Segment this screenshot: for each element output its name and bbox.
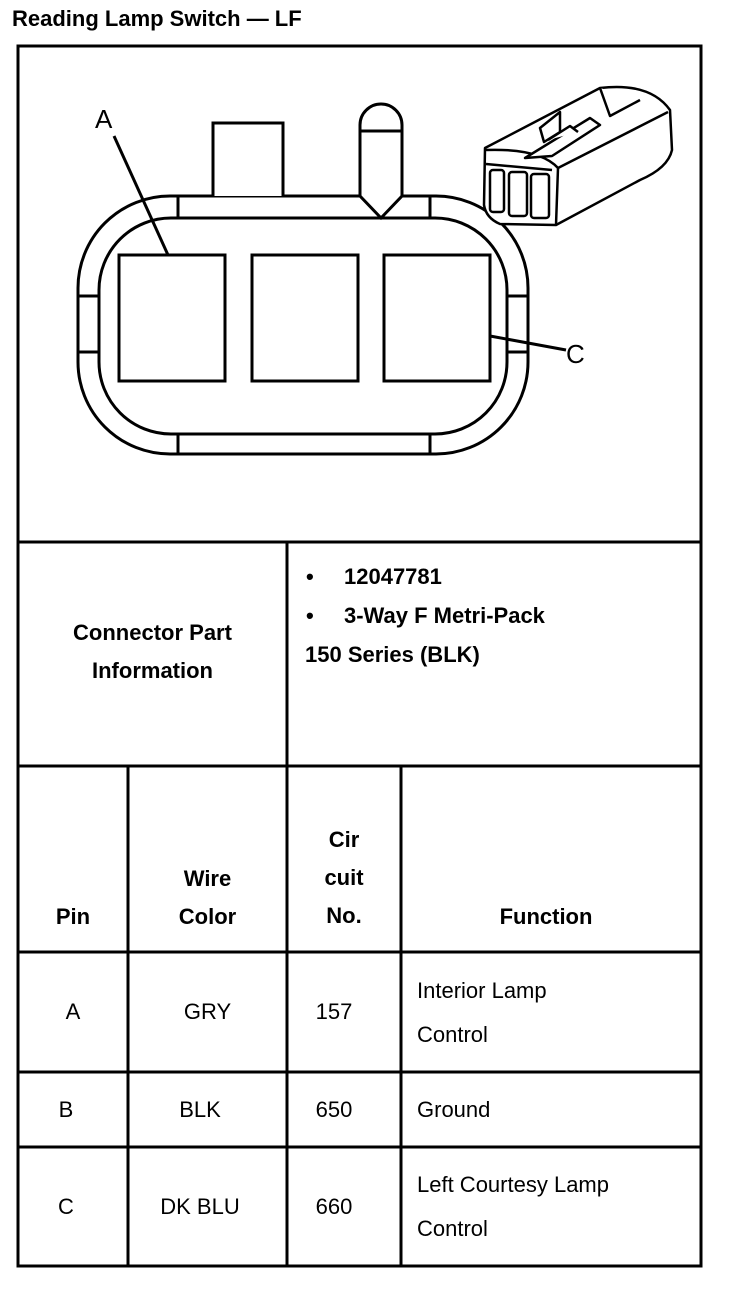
connector-tab [213, 123, 283, 196]
bullet-icon: • [306, 603, 314, 628]
header-circuit-number [289, 821, 399, 935]
row-a-circuit: 157 [315, 999, 353, 1024]
row-b-function-line1: Ground [417, 1097, 491, 1122]
row-c-pin: C [58, 1194, 74, 1219]
row-a-function-line1: Interior Lamp [417, 978, 547, 1003]
pin-label-c: C [566, 339, 585, 369]
connector-info-label [20, 614, 285, 690]
connector-perspective [484, 87, 672, 225]
row-c-wire-color: DK BLU [160, 1194, 240, 1219]
row-a-wire-color: GRY [183, 999, 232, 1024]
cavity-c [384, 255, 490, 381]
header-pin: Pin [55, 904, 91, 929]
header-wire-color [130, 860, 285, 936]
connector-description-line2: 150 Series (BLK) [305, 642, 480, 667]
header-function: Function [499, 904, 593, 929]
header-circuit-line1: Cir [328, 827, 360, 852]
row-a-function-line2: Control [417, 1022, 488, 1047]
pin-label-a: A [95, 104, 113, 134]
row-b-wire-color: BLK [179, 1097, 221, 1122]
page-title: Reading Lamp Switch — LF [12, 6, 302, 31]
header-circuit-line2: cuit [324, 865, 364, 890]
row-a-pin: A [65, 999, 81, 1024]
header-circuit-line3: No. [326, 903, 362, 928]
header-wire-line1: Wire [183, 866, 232, 891]
cavity-a [119, 255, 225, 381]
header-wire-line2: Color [178, 904, 237, 929]
cavity-b [252, 255, 358, 381]
row-b-pin: B [58, 1097, 74, 1122]
row-c-circuit: 660 [315, 1194, 353, 1219]
connector-info-label-line1: Connector Part [73, 620, 232, 645]
part-number: 12047781 [344, 564, 442, 589]
connector-description-line1: 3-Way F Metri-Pack [344, 603, 545, 628]
row-c-function-line1: Left Courtesy Lamp [417, 1172, 609, 1197]
connector-key [360, 104, 402, 218]
row-c-function-line2: Control [417, 1216, 488, 1241]
row-b-circuit: 650 [315, 1097, 353, 1122]
bullet-icon: • [306, 564, 314, 589]
connector-info-label-line2: Information [92, 658, 213, 683]
